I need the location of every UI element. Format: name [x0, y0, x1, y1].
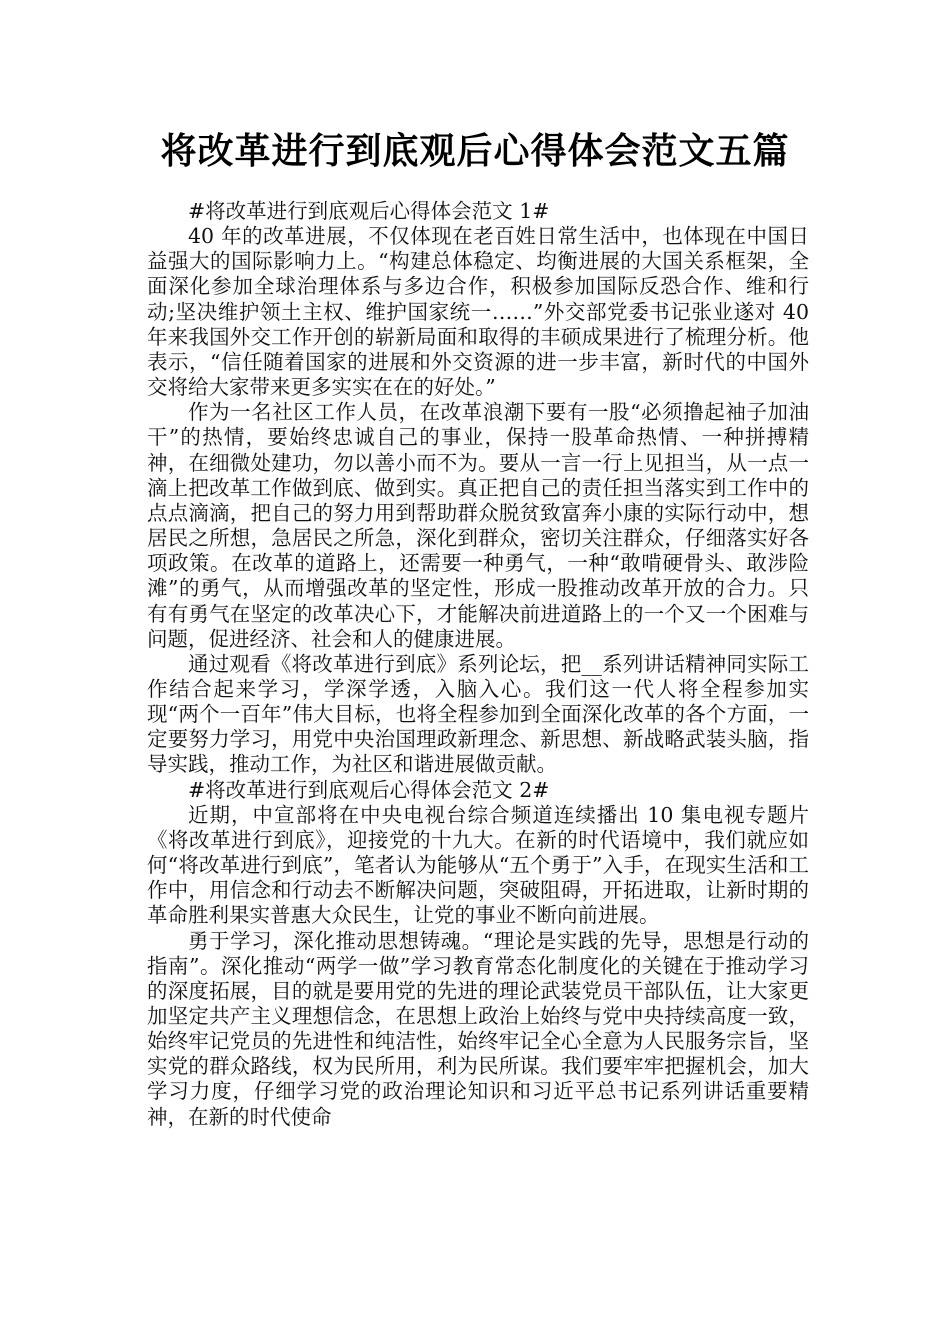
paragraph: 勇于学习，深化推动思想铸魂。“理论是实践的先导，思想是行动的指南”。深化推动“两学一做”学习教育常态化制度化的关键在于推动学习的深度拓展，目的就是要用党的先进的理论武装党员干部队伍，让大家更加坚定共产主义理想信念，在思想上政治上始终与党中央持续高度一致，始终牢记党员的先进性和纯洁性，始终牢记全心全意为人民服务宗旨，坚实党的群众路线，权为民所用，利为民所谋。我们要牢牢把握机会，加大学习力度，仔细学习党的政治理论知识和习近平总书记系列讲话重要精神，在新的时代使命 [147, 928, 809, 1129]
section-heading-1: #将改革进行到底观后心得体会范文 1# [188, 199, 550, 223]
paragraph: 近期，中宣部将在中央电视台综合频道连续播出 10 集电视专题片《将改革进行到底》，迎接党的十九大。在新的时代语境中，我们就应如何“将改革进行到底”，笔者认为能够从“五个勇于”入手，在现实生活和工作中，用信念和行动去不断解决问题，突破阻碍，开拓进取，让新时期的革命胜利果实普惠大众民生，让党的事业不断向前进展。 [147, 802, 809, 928]
paragraph: 作为一名社区工作人员，在改革浪潮下要有一股“必须撸起袖子加油干”的热情，要始终忠诚自己的事业，保持一股革命热情、一种拼搏精神，在细微处建功，勿以善小而不为。要从一言一行上见担当，从一点一滴上把改革工作做到底、做到实。真正把自己的责任担当落实到工作中的点点滴滴，把自己的努力用到帮助群众脱贫致富奔小康的实际行动中，想居民之所想，急居民之所急，深化到群众，密切关注群众，仔细落实好各项政策。在改革的道路上，还需要一种勇气，一种“敢啃硬骨头、敢涉险滩”的勇气，从而增强改革的坚定性，形成一股推动改革开放的合力。只有有勇气在坚定的改革决心下，才能解决前进道路上的一个又一个困难与问题，促进经济、社会和人的健康进展。 [147, 400, 809, 651]
document-body [147, 199, 809, 1130]
paragraph: 通过观看《将改革进行到底》系列论坛，把__系列讲话精神同实际工作结合起来学习，学深学透，入脑入心。我们这一代人将全程参加实现“两个一百年”伟大目标，也将全程参加到全面深化改革的各个方面，一定要努力学习，用党中央治国理政新理念、新思想、新战略武装头脑，指导实践，推动工作，为社区和谐进展做贡献。 [147, 651, 809, 777]
section-heading-2: #将改革进行到底观后心得体会范文 2# [188, 777, 550, 802]
paragraph: 40 年的改革进展，不仅体现在老百姓日常生活中，也体现在中国日益强大的国际影响力上。“构建总体稳定、均衡进展的大国关系框架，全面深化参加全球治理体系与多边合作，积极参加国际反恐合作、维和行动;坚决维护领土主权、维护国家统一……”外交部党委书记张业遂对 40 年来我国外交工作开创的崭新局面和取得的丰硕成果进行了梳理分析。他表示，“信任随着国家的进展和外交资源的进一步丰富，新时代的中国外交将给大家带来更多实实在在的好处。” [147, 224, 809, 400]
document-title: 将改革进行到底观后心得体会范文五篇 [160, 131, 790, 172]
